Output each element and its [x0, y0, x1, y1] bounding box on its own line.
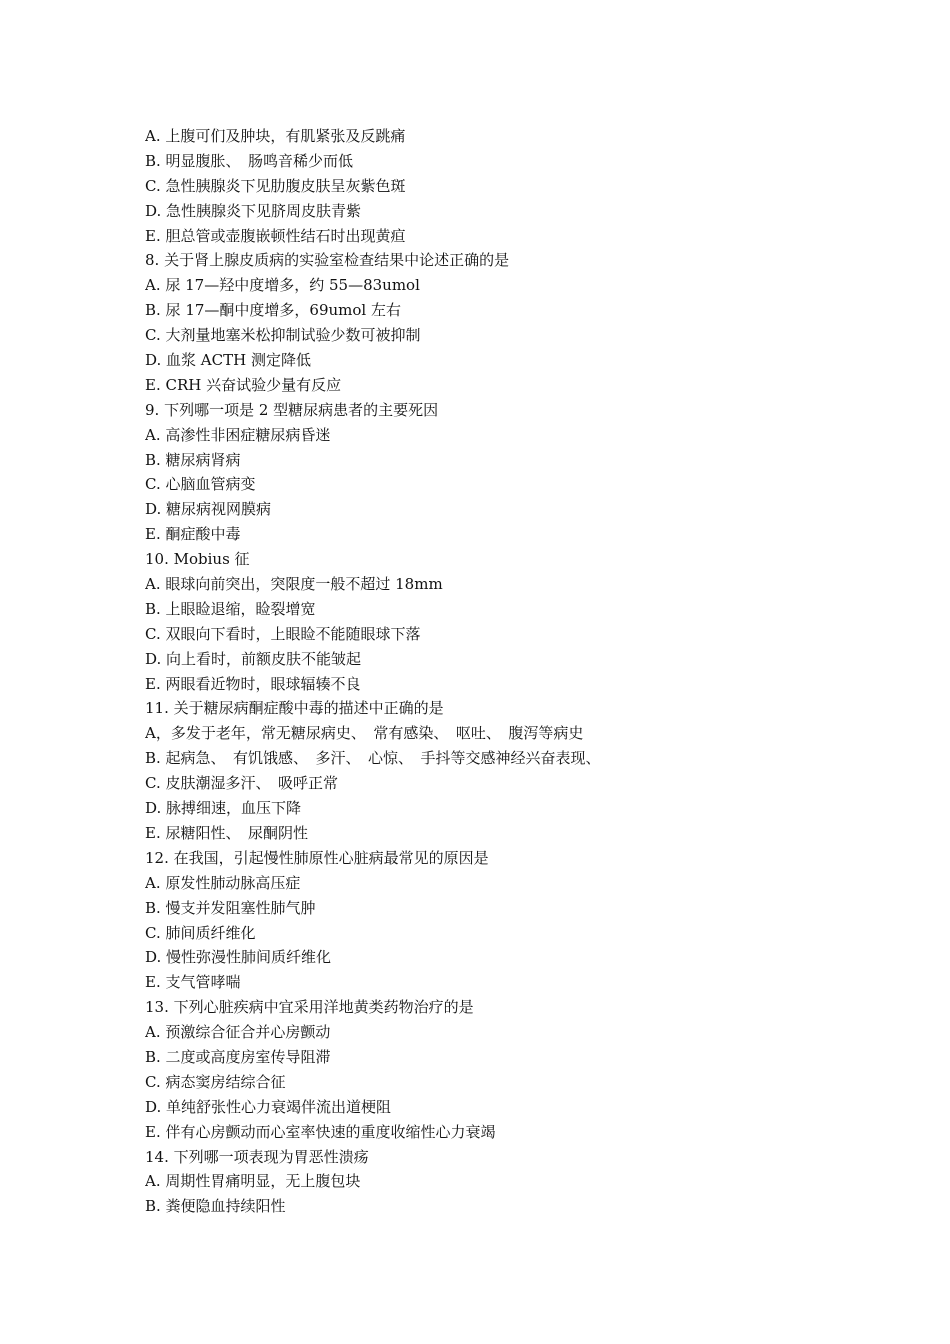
text-line: D. 脉搏细速，血压下降 — [145, 799, 302, 818]
text-line: A. 上腹可们及肿块，有肌紧张及反跳痛 — [145, 127, 406, 145]
text-line: A. 尿 17—羟中度增多，约 55—83umol — [145, 276, 420, 295]
text-line: E. 酮症酸中毒 — [145, 525, 241, 544]
text-line: 11. 关于糖尿病酮症酸中毒的描述中正确的是 — [145, 699, 444, 718]
text-line: C. 心脑血管病变 — [145, 475, 256, 494]
text-line: B. 粪便隐血持续阳性 — [145, 1197, 286, 1216]
text-line: C. 双眼向下看时，上眼睑不能随眼球下落 — [145, 624, 421, 643]
text-line: E. 胆总管或壶腹嵌顿性结石时出现黄疸 — [145, 226, 406, 245]
text-line: A. 预激综合征合并心房颤动 — [145, 1023, 331, 1042]
text-line: 8. 关于肾上腺皮质病的实验室检查结果中论述正确的是 — [145, 251, 510, 270]
text-line: D. 糖尿病视网膜病 — [145, 500, 272, 519]
text-line: A. 周期性胃痛明显，无上腹包块 — [145, 1172, 361, 1191]
text-line: D. 单纯舒张性心力衰竭伴流出道梗阻 — [145, 1097, 392, 1116]
text-line: 10. Mobius 征 — [145, 550, 250, 569]
text-line: C. 病态窦房结综合征 — [145, 1072, 286, 1091]
text-line: A. 高渗性非困症糖尿病昏迷 — [145, 425, 331, 444]
text-line: D. 向上看时，前额皮肤不能皱起 — [145, 649, 362, 668]
document-body — [145, 124, 905, 1219]
text-line: B. 二度或高度房室传导阻滞 — [145, 1047, 331, 1066]
text-line: E. 支气管哮喘 — [145, 973, 241, 992]
text-line: A. 原发性肺动脉高压症 — [145, 873, 301, 892]
text-line: E. 尿糖阳性、 尿酮阴性 — [145, 823, 308, 842]
text-line: B. 慢支并发阻塞性肺气肿 — [145, 898, 316, 917]
text-line: D. 急性胰腺炎下见脐周皮肤青紫 — [145, 201, 362, 220]
text-line: C. 大剂量地塞米松抑制试验少数可被抑制 — [145, 326, 421, 345]
text-line: E. CRH 兴奋试验少量有反应 — [145, 375, 342, 394]
text-line: C. 皮肤潮湿多汗、 吸呼正常 — [145, 774, 338, 793]
text-line: C. 急性胰腺炎下见肋腹皮肤呈灰紫色斑 — [145, 176, 406, 195]
text-line: 9. 下列哪一项是 2 型糖尿病患者的主要死因 — [145, 400, 439, 419]
text-line: C. 肺间质纤维化 — [145, 923, 256, 942]
text-line: A，多发于老年，常无糖尿病史、 常有感染、 呕吐、 腹泻等病史 — [145, 724, 584, 743]
text-line: B. 起病急、 有饥饿感、 多汗、 心惊、 手抖等交感神经兴奋表现、 — [145, 749, 601, 768]
text-line: D. 血浆 ACTH 测定降低 — [145, 351, 311, 370]
text-line: B. 尿 17—酮中度增多，69umol 左右 — [145, 301, 401, 320]
text-line: E. 伴有心房颤动而心室率快速的重度收缩性心力衰竭 — [145, 1122, 496, 1141]
text-line: 14. 下列哪一项表现为胃恶性溃疡 — [145, 1147, 369, 1166]
text-line: B. 糖尿病肾病 — [145, 450, 241, 469]
text-line: A. 眼球向前突出，突限度一般不超过 18mm — [145, 575, 443, 594]
text-line: B. 明显腹胀、 肠鸣音稀少而低 — [145, 151, 354, 170]
text-line: 12. 在我国，引起慢性肺原性心脏病最常见的原因是 — [145, 848, 489, 867]
text-line: 13. 下列心脏疾病中宜采用洋地黄类药物治疗的是 — [145, 998, 474, 1017]
text-line: E. 两眼看近物时，眼球辐辏不良 — [145, 674, 361, 693]
text-line: B. 上眼睑退缩，睑裂增宽 — [145, 599, 316, 618]
text-line: D. 慢性弥漫性肺间质纤维化 — [145, 948, 332, 967]
